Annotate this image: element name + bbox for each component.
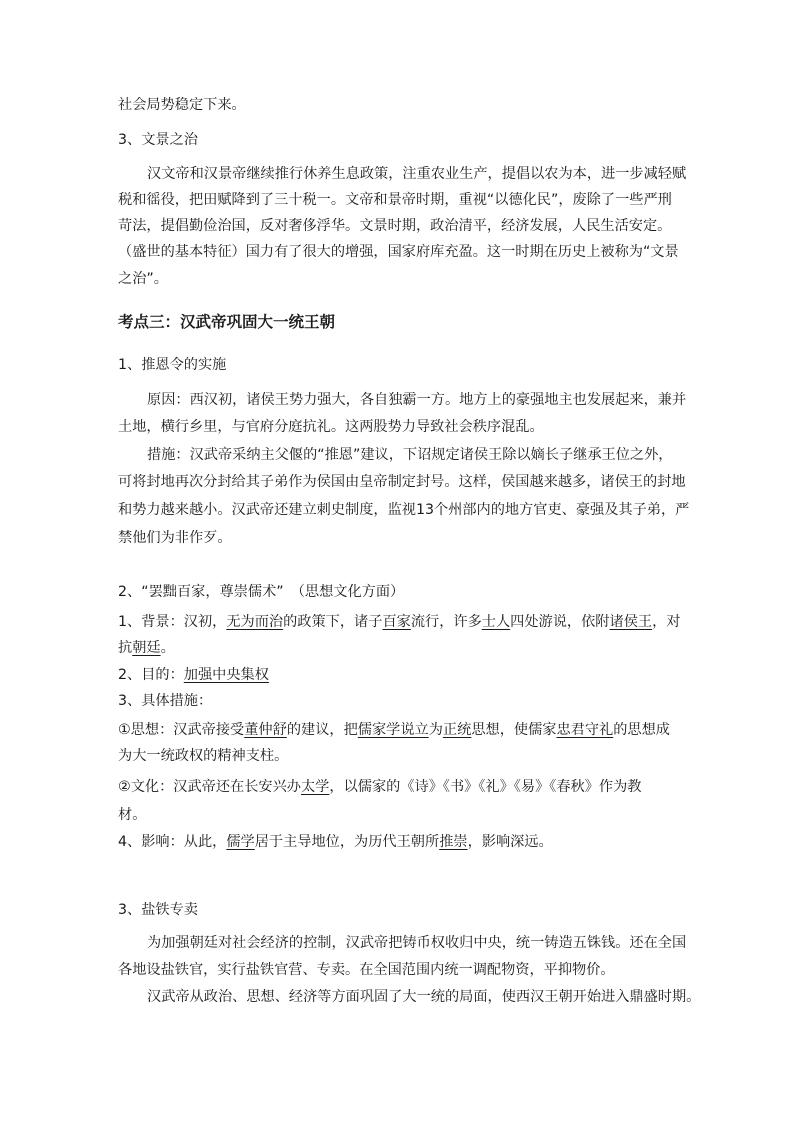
- text-run: 1、背景：汉初，: [118, 614, 227, 630]
- underlined-term: 诸侯王: [609, 614, 653, 630]
- text-run: 。: [160, 640, 175, 656]
- paragraph-line: [118, 720, 670, 740]
- underlined-term: 儒家学说立: [357, 722, 429, 738]
- underlined-term: 加强中央集权: [183, 667, 269, 683]
- underlined-term: 忠君守礼: [556, 722, 614, 738]
- paragraph-line: 措施：汉武帝采纳主父偃的“推恩”建议，下诏规定诸侯王除以嫡长子继承王位之外，: [147, 447, 673, 463]
- paragraph-line: 税和徭役，把田赋降到了三十税一。文帝和景帝时期，重视“以德化民”，废除了一些严刑: [118, 192, 672, 208]
- text-run: 4、影响：从此，: [118, 834, 227, 850]
- paragraph-line: 汉文帝和汉景帝继续推行休养生息政策，注重农业生产，提倡以农为本，进一步减轻赋: [147, 166, 687, 182]
- section-heading: 3、文景之治: [118, 132, 198, 148]
- paragraph-line: 土地，横行乡里，与官府分庭抗礼。这两股势力导致社会秩序混乱。: [118, 419, 544, 435]
- paragraph-line: 各地设盐铁官，实行盐铁官营、专卖。在全国范围内统一调配物资，平抑物价。: [118, 962, 615, 978]
- text-run: ，影响深远。: [467, 834, 553, 850]
- paragraph-line: 可将封地再次分封给其子弟作为侯国由皇帝制定封号。这样，侯国越来越多，诸侯王的封地: [118, 474, 686, 490]
- paragraph-line: （盛世的基本特征）国力有了很大的增强，国家府库充盈。这一时期在历史上被称为“文景: [118, 244, 679, 260]
- text-run: 的政策下，诸子: [283, 614, 383, 630]
- underlined-term: 董仲舒: [244, 722, 287, 738]
- paragraph-line: [118, 612, 680, 632]
- paragraph-line: 为加强朝廷对社会经济的控制，汉武帝把铸币权收归中央，统一铸造五铢钱。还在全国: [147, 935, 687, 951]
- paragraph-line: [118, 832, 553, 852]
- main-heading: 考点三：汉武帝巩固大一统王朝: [118, 313, 336, 331]
- text-run: 为: [428, 722, 443, 738]
- paragraph-line: 材。: [118, 807, 147, 823]
- underlined-term: 无为而治: [226, 614, 284, 630]
- text-run: 的思想成: [613, 722, 670, 738]
- section-heading: 1、推恩令的实施: [118, 357, 227, 373]
- paragraph-line: [118, 665, 269, 685]
- paragraph-line: [118, 777, 641, 797]
- paragraph-line: 禁他们为非作歹。: [118, 530, 232, 546]
- paragraph-line: 3、具体措施：: [118, 693, 213, 709]
- text-run: 的建议，把: [286, 722, 358, 738]
- underlined-term: 正统: [442, 722, 472, 738]
- text-run: 居于主导地位，为历代王朝所: [254, 834, 440, 850]
- underlined-term: 推崇: [439, 834, 468, 850]
- paragraph-line: [118, 638, 175, 658]
- paragraph-line: 和势力越来越小。汉武帝还建立刺史制度，监视13个州部内的地方官吏、豪强及其子弟，严: [118, 502, 690, 518]
- text-run: ，对: [652, 614, 681, 630]
- text-run: 思想，使儒家: [471, 722, 557, 738]
- paragraph-line: 为大一统政权的精神支柱。: [118, 748, 289, 764]
- section-heading: 3、盐铁专卖: [118, 902, 198, 918]
- underlined-term: 朝廷: [132, 640, 161, 656]
- underlined-term: 儒学: [226, 834, 255, 850]
- underlined-term: 士人: [481, 614, 511, 630]
- text-run: 抗: [118, 640, 133, 656]
- paragraph-line: 原因：西汉初，诸侯王势力强大，各自独霸一方。地方上的豪强地主也发展起来，兼并: [147, 392, 687, 408]
- section-heading: 2、“罢黜百家，尊崇儒术” （思想文化方面）: [118, 584, 405, 600]
- text-run: ②文化：汉武帝还在长安兴办: [118, 779, 301, 795]
- underlined-term: 太学: [300, 779, 330, 795]
- underlined-term: 百家: [382, 614, 411, 630]
- paragraph-line: 苛法，提倡勤俭治国，反对奢侈浮华。文景时期，政治清平，经济发展，人民生活安定。: [118, 218, 672, 234]
- text-line: 社会局势稳定下来。: [118, 97, 246, 113]
- text-run: 流行，许多: [410, 614, 482, 630]
- paragraph-line: 汉武帝从政治、思想、经济等方面巩固了大一统的局面，使西汉王朝开始进入鼎盛时期。: [147, 989, 701, 1005]
- text-run: ，以儒家的《诗》《书》《礼》《易》《春秋》作为教: [329, 779, 642, 795]
- text-run: 2、目的：: [118, 667, 184, 683]
- text-run: ①思想：汉武帝接受: [118, 722, 245, 738]
- paragraph-line: 之治”。: [118, 271, 168, 287]
- text-run: 四处游说，依附: [510, 614, 610, 630]
